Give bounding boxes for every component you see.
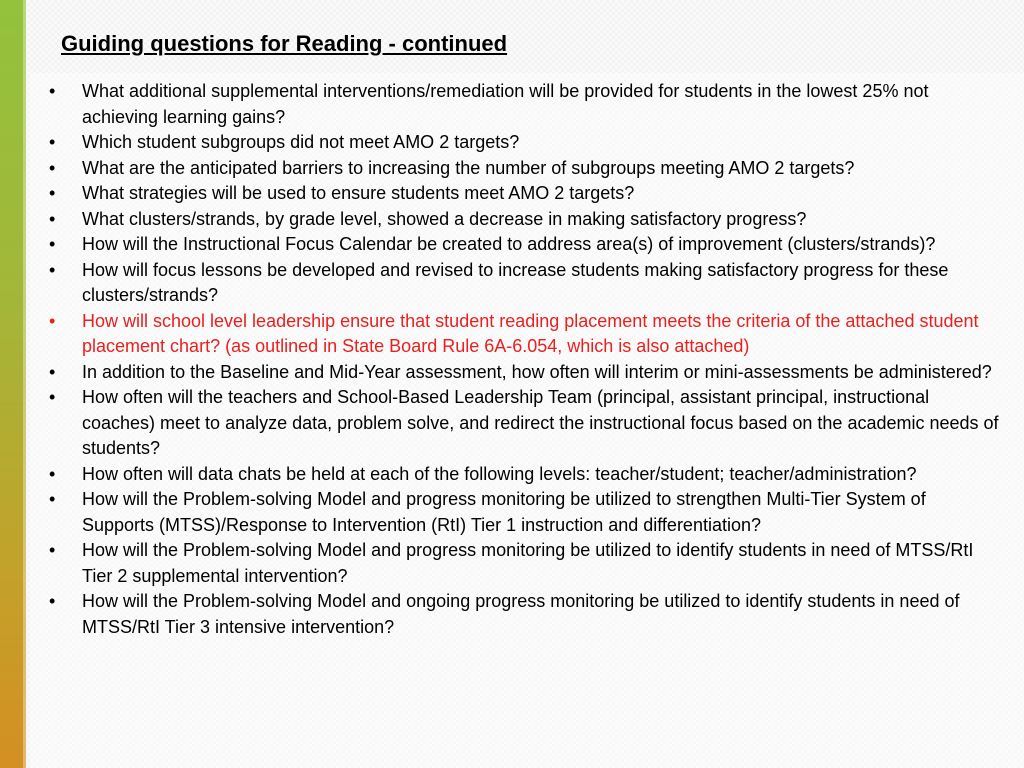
list-item	[49, 589, 1001, 640]
list-item	[49, 79, 1001, 130]
bullet-icon: •	[49, 81, 56, 101]
list-item-text: How will school level leadership ensure that student reading placement meets the criteria of the attached student placement chart? (as outlined in State Board Rule 6A-6.054, which is also attached)	[82, 310, 979, 356]
bullet-icon: •	[49, 208, 56, 229]
bullet-icon: •	[49, 310, 56, 331]
bullet-icon: •	[49, 489, 56, 509]
list-item-text: What strategies will be used to ensure students meet AMO 2 targets?	[82, 183, 635, 203]
list-item	[49, 258, 1001, 309]
list-item	[49, 156, 1001, 182]
decorative-side-bar	[0, 0, 26, 768]
bullet-icon: •	[49, 591, 56, 611]
list-item	[49, 487, 1001, 538]
list-item	[49, 207, 1001, 233]
list-item-text: How often will the teachers and School-Based Leadership Team (principal, assistant principal, instructional coaches) meet to analyze data, problem solve, and redirect the instructional focus based on the academic needs of students?	[82, 387, 999, 458]
list-item	[49, 462, 1001, 488]
list-item-text: How will the Problem-solving Model and progress monitoring be utilized to strengthen Multi-Tier System of Supports (MTSS)/Response to Intervention (RtI) Tier 1 instruction and differentiation?	[82, 489, 926, 535]
bullet-list	[49, 79, 1001, 640]
list-item	[49, 385, 1001, 462]
list-item-text: What additional supplemental interventions/remediation will be provided for students in the lowest 25% not achieving learning gains?	[82, 81, 929, 127]
list-item-text: How will the Problem-solving Model and ongoing progress monitoring be utilized to identify students in need of MTSS/RtI Tier 3 intensive intervention?	[82, 591, 960, 637]
bullet-icon: •	[49, 234, 56, 254]
slide-title: Guiding questions for Reading - continued	[61, 31, 508, 56]
list-item-text: How often will data chats be held at each of the following levels: teacher/student; teacher/administration?	[82, 463, 917, 484]
list-item	[49, 360, 1001, 386]
bullet-icon: •	[49, 463, 56, 484]
list-item-highlighted	[49, 309, 1001, 360]
list-item-text: What clusters/strands, by grade level, showed a decrease in making satisfactory progress?	[82, 208, 807, 229]
list-item-text: Which student subgroups did not meet AMO 2 targets?	[82, 132, 520, 152]
bullet-icon: •	[49, 157, 56, 178]
bullet-icon: •	[49, 540, 56, 560]
list-item-text: How will the Instructional Focus Calendar be created to address area(s) of improvement (clusters/strands)?	[82, 234, 936, 254]
list-item-text: How will the Problem-solving Model and progress monitoring be utilized to identify students in need of MTSS/RtI Tier 2 supplemental intervention?	[82, 540, 974, 586]
bullet-icon: •	[49, 387, 56, 407]
list-item	[49, 232, 1001, 258]
list-item	[49, 181, 1001, 207]
bullet-icon: •	[49, 132, 56, 152]
list-item	[49, 130, 1001, 156]
list-item-text: How will focus lessons be developed and revised to increase students making satisfactory progress for these clusters/strands?	[82, 259, 949, 305]
list-item	[49, 538, 1001, 589]
list-item-text: In addition to the Baseline and Mid-Year assessment, how often will interim or mini-assessments be administered?	[82, 361, 992, 382]
bullet-icon: •	[49, 183, 56, 203]
bullet-icon: •	[49, 259, 56, 280]
bullet-icon: •	[49, 361, 56, 382]
list-item-text: What are the anticipated barriers to increasing the number of subgroups meeting AMO 2 targets?	[82, 157, 855, 178]
